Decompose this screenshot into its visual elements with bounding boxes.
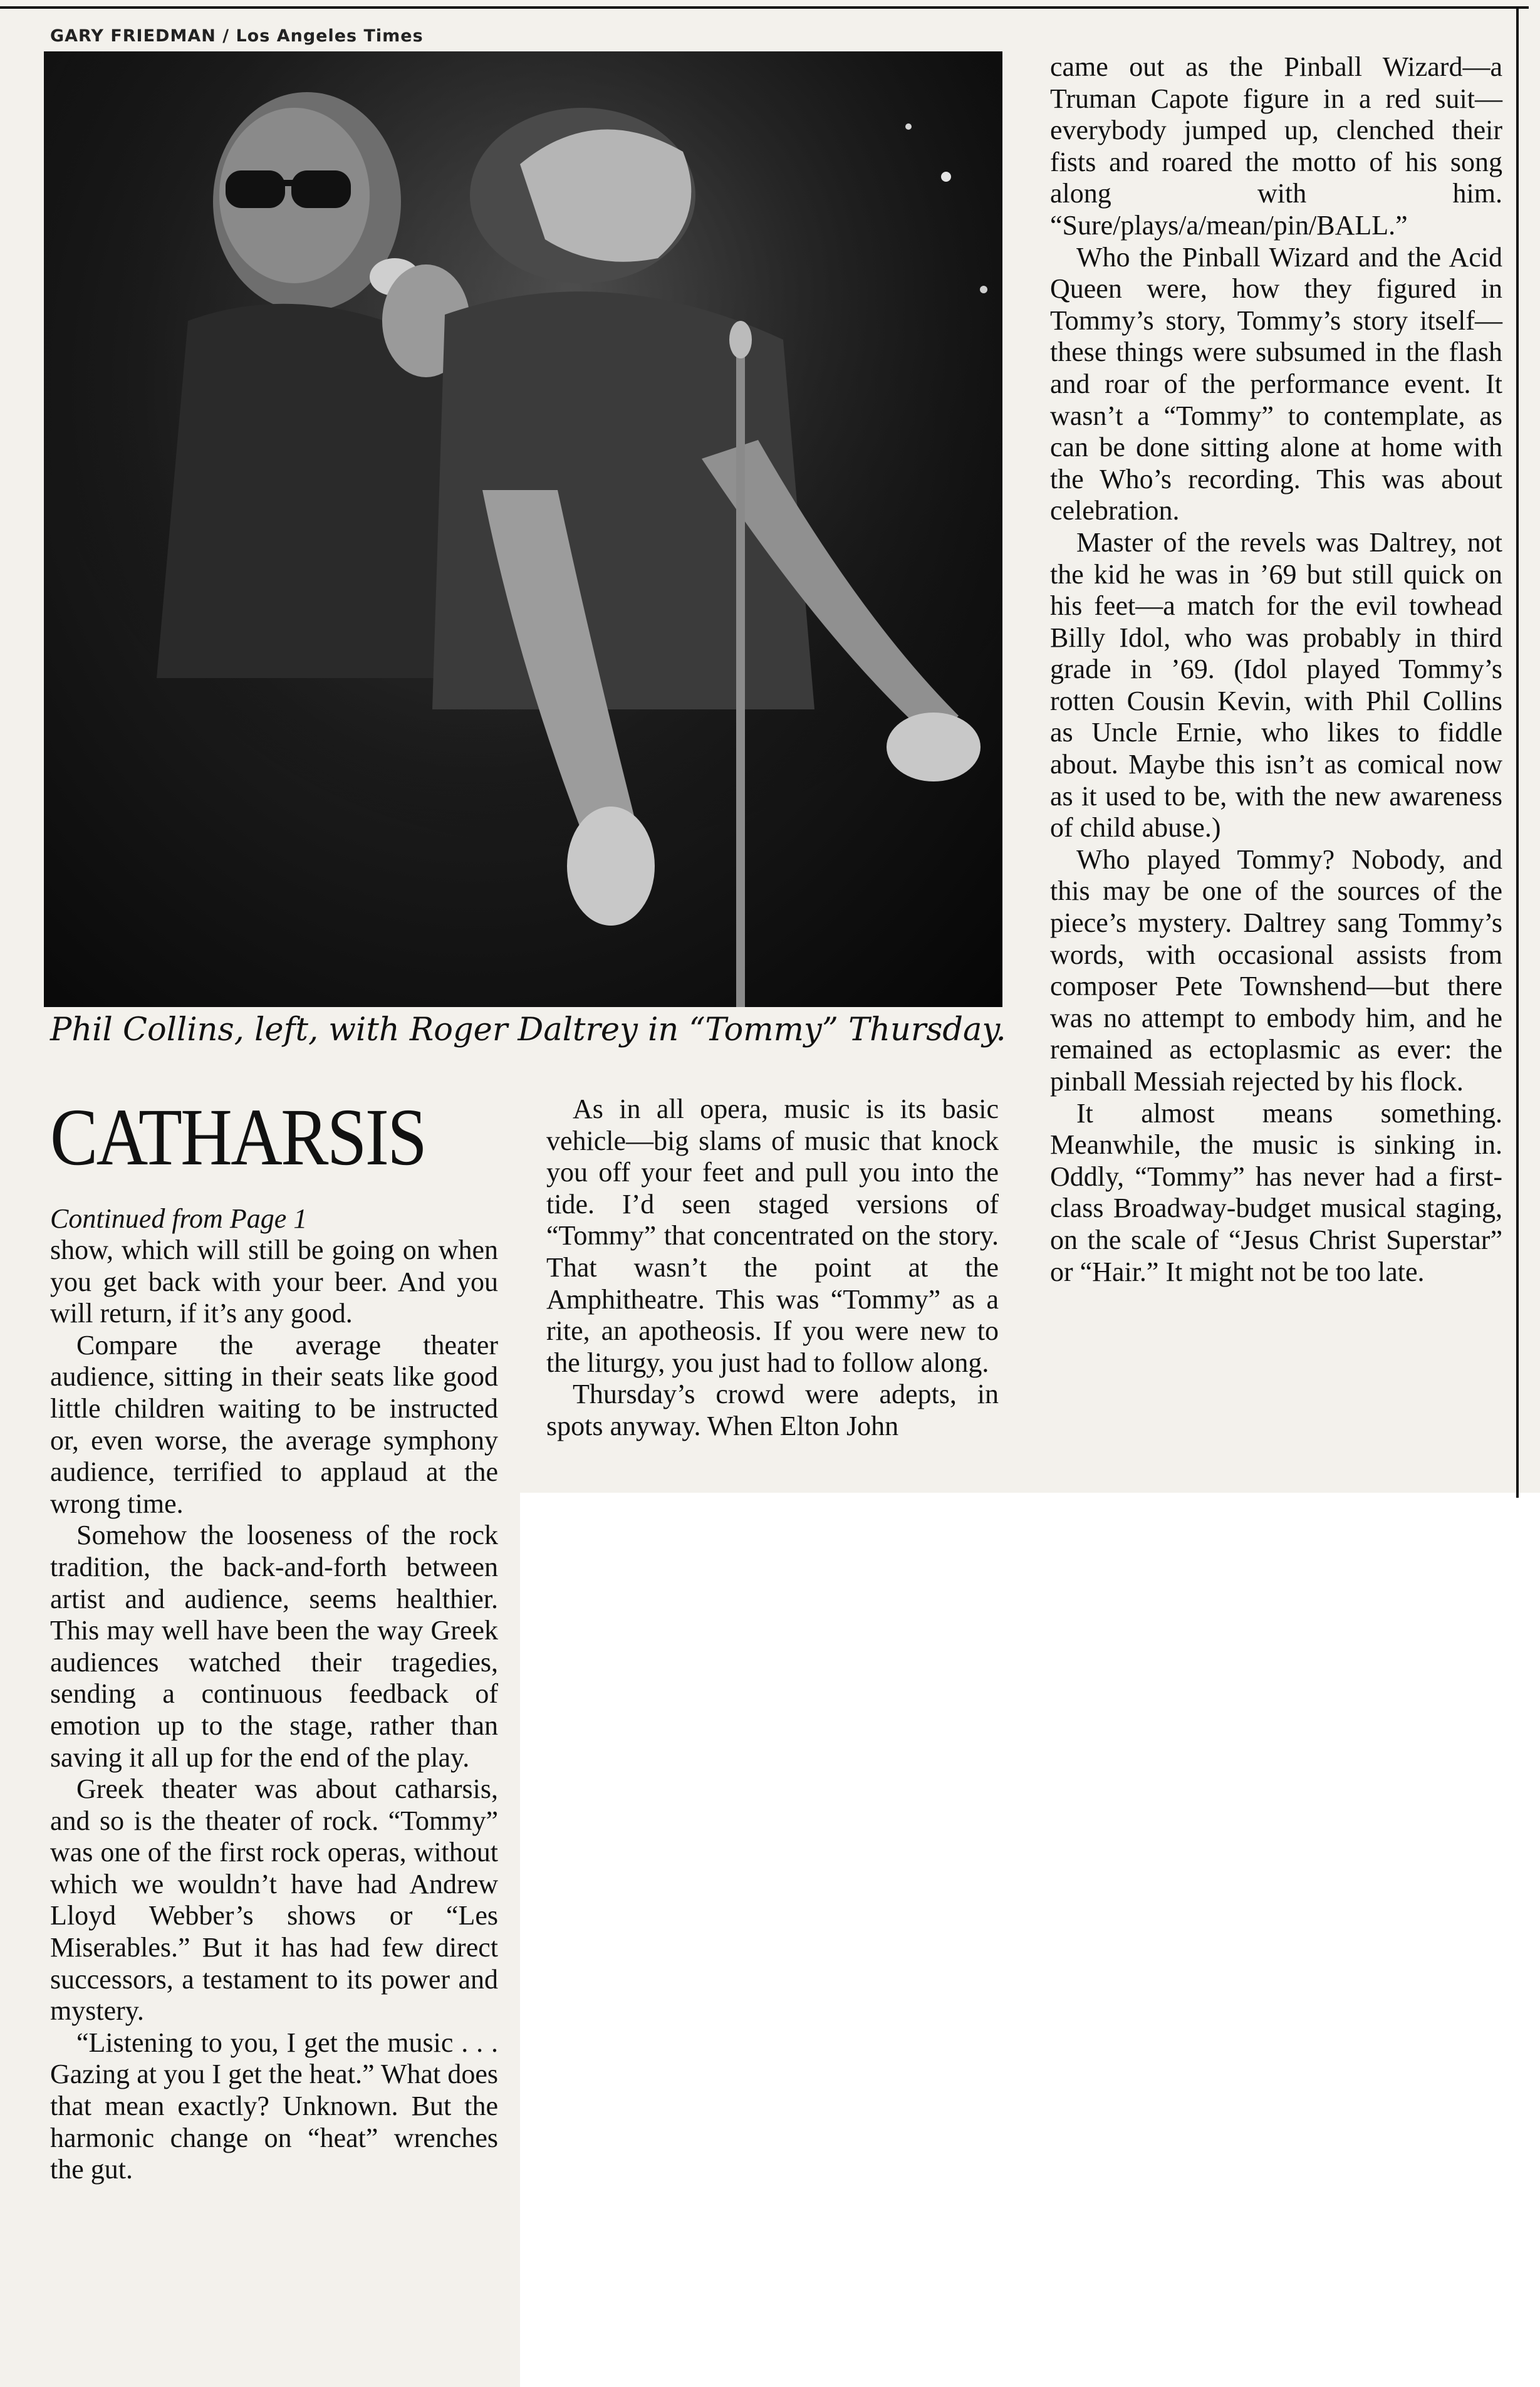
paragraph: Compare the average theater audience, sitting in their seats like good little children waiting to be instructed or, even worse, the average symphony audience, terrified to applaud at the wrong time. — [50, 1329, 498, 1519]
article-column-2 — [546, 1094, 999, 1443]
concert-photo-illustration — [44, 51, 1002, 1007]
paragraph: Greek theater was about catharsis, and so is the theater of rock. “Tommy” was one of the first rock operas, without which we wouldn’t have had Andrew Lloyd Webber’s shows or “Les Miserables.” But it has had few direct successors, a testament to its power and mystery. — [50, 1773, 498, 2027]
right-column-rule — [1516, 6, 1519, 1498]
article-column-3 — [1050, 51, 1502, 1288]
paragraph: As in all opera, music is its basic vehicle—big slams of music that knock you off your feet and pull you into the tide. I’d seen staged versions of “Tommy” that concentrated on the story. That wasn’t the point at the Amphitheatre. This was “Tommy” as a rite, an apotheosis. If you were new to the liturgy, you just had to follow along. — [546, 1094, 999, 1378]
paragraph: It almost means something. Meanwhile, the music is sinking in. Oddly, “Tommy” has never had a first-class Broadway-budget musical staging, on the scale of “Jesus Christ Superstar” or “Hair.” It might not be too late. — [1050, 1097, 1502, 1287]
paragraph: Thursday’s crowd were adepts, in spots anyway. When Elton John — [546, 1379, 999, 1441]
paragraph: show, which will still be going on when you get back with your beer. And you will return, if it’s any good. — [50, 1235, 498, 1329]
headline: CATHARSIS — [50, 1092, 426, 1183]
photo-caption: Phil Collins, left, with Roger Daltrey in “Tommy” Thursday. — [50, 1011, 1006, 1048]
continued-from-line: Continued from Page 1 — [50, 1203, 308, 1234]
article-column-1 — [50, 1235, 498, 2186]
paragraph: Who played Tommy? Nobody, and this may be one of the sources of the piece’s mystery. Daltrey sang Tommy’s words, with occasional assists from composer Pete Townshend—but there was no attempt to embody him, and he remained as ectoplasmic as ever: the pinball Messiah rejected by his flock. — [1050, 844, 1502, 1097]
photo-credit: GARY FRIEDMAN / Los Angeles Times — [50, 26, 424, 46]
paragraph: Somehow the looseness of the rock tradition, the back-and-forth between artist and audience, seems healthier. This may well have been the way Greek audiences watched their tragedies, sending a continuous feedback of emotion up to the stage, rather than saving it all up for the end of the play. — [50, 1520, 498, 1773]
paragraph: came out as the Pinball Wizard—a Truman Capote figure in a red suit—everybody jumped up, clenched their fists and roared the motto of his song along with him. “Sure/plays/a/mean/pin/BALL.” — [1050, 51, 1502, 241]
paragraph: “Listening to you, I get the music . . . Gazing at you I get the heat.” What does that mean exactly? Unknown. But the harmonic change on “heat” wrenches the gut. — [50, 2027, 498, 2185]
concert-photo — [44, 51, 1002, 1007]
paragraph: Who the Pinball Wizard and the Acid Queen were, how they figured in Tommy’s story, Tommy’s story itself—these things were subsumed in the flash and roar of the performance event. It wasn’t a “Tommy” to contemplate, as can be done sitting alone at home with the Who’s recording. This was about celebration. — [1050, 241, 1502, 526]
top-rule — [0, 6, 1529, 9]
paragraph: Master of the revels was Daltrey, not the kid he was in ’69 but still quick on his feet—a match for the evil towhead Billy Idol, who was probably in third grade in ’69. (Idol played Tommy’s rotten Cousin Kevin, with Phil Collins as Uncle Ernie, who likes to fiddle about. Maybe this isn’t as comical now as it used to be, with the new awareness of child abuse.) — [1050, 526, 1502, 844]
